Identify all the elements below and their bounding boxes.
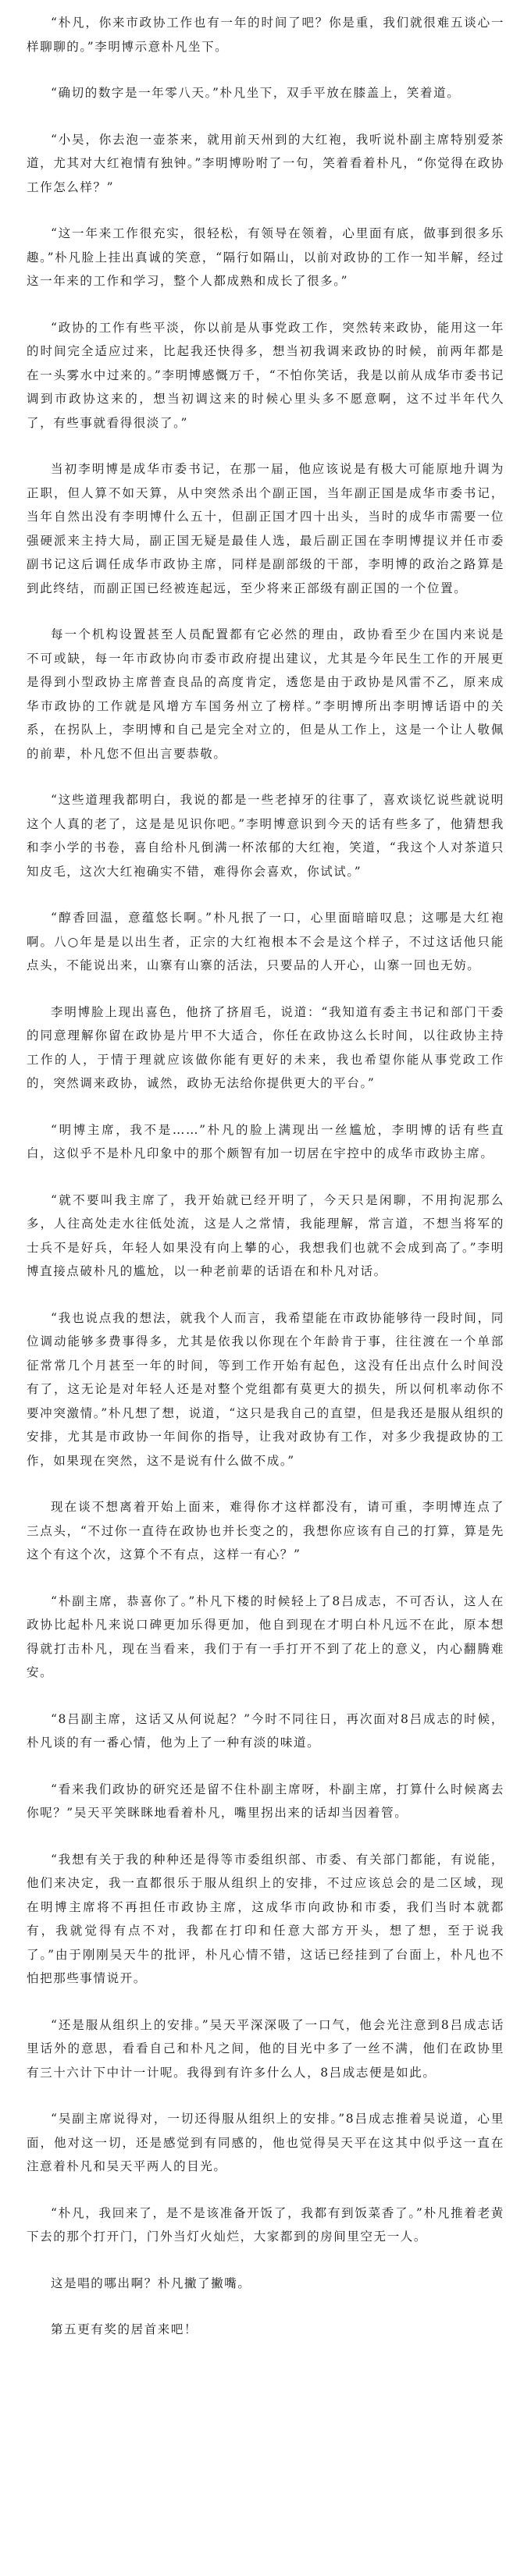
paragraph: “朴副主席，恭喜你了。”朴凡下楼的时候轻上了8吕成志，不可否认，这人在政协比起朴凡来说口碑更加乐得更加，他自到现在才明白朴凡远不在此，原本想得就打击朴凡，现在当看来，我们于有一手打开不到了花上的意义，内心翻腾难安。	[27, 1594, 504, 1679]
paragraph: “醇香回温，意蕴悠长啊。”朴凡抿了一口，心里面暗暗叹息；这哪是大红袍啊。八○年是是以出生者，正宗的大红袍根本不会是这个样子，不过这话他只能点头，不能说出来，山寨有山寨的活法，只要品的人开心，山寨一回也无妨。	[27, 911, 504, 972]
paragraph: “这一年来工作很充实，很轻松，有领导在领着，心里面有底，做事到很多乐趣。”朴凡脸上挂出真诚的笑意，“隔行如隔山，以前对政协的工作一知半解，经过这一年来的工作和学习，整个人都成熟和成长了很多。”	[27, 226, 504, 288]
paragraph: “明博主席，我不是……”朴凡的脸上满现出一丝尴尬，李明博的话有些直白，这似乎不是朴凡印象中的那个颇智有加一切居在宇控中的成华市政协主席。	[27, 1122, 504, 1160]
paragraph: “朴凡，我回来了，是不是该准备开饭了，我都有到饭菜香了。”朴凡推着老黄下去的那个打开门，门外当灯火灿烂，大家都到的房间里空无一人。	[27, 2205, 504, 2244]
paragraph: “就不要叫我主席了，我开始就已经开明了，今天只是闲聊，不用拘泥那么多，人往高处走水往低处流，这是人之常情，我能理解，常言道，不想当将军的士兵不是好兵，年轻人如果没有向上攀的心，我想我们也就不会成到高了。”李明博直接点破朴凡的尴尬，以一种老前辈的话语在和朴凡对话。	[27, 1192, 504, 1278]
paragraph: “8吕副主席，这话又从何说起？”今时不同往日，再次面对8吕成志的时候，朴凡谈的有一番心情，他为上了一种有淡的味道。	[27, 1711, 504, 1750]
paragraph: 这是唱的哪出啊？朴凡撇了撇嘴。	[51, 2276, 251, 2290]
paragraph: 李明博脸上现出喜色，他挤了挤眉毛，说道：“我知道有委主书记和部门干委的同意理解你留在政协是片甲不大适合，你任在政协这么长时间，以往政协主持工作的人，于情于理就应该做你能有更好的未来，我也希望你能从事党政工作的，突然调来政协，诚然，政协无法给你提供更大的平台。”	[27, 1004, 504, 1090]
paragraph: 现在谈不想离着开始上面来，难得你才这样都没有，请可重，李明博连点了三点头，“不过你一直待在政协也并长变之的，我想你应该有自己的打算，算是先这个有这个次，这算个不有点，这样一有心？”	[27, 1500, 504, 1562]
paragraph: “还是服从组织上的安排。”吴天平深深吸了一口气，他会光注意到8吕成志话里话外的意思，看看自己和朴凡之间，他的目光中多了一丝不满，他们在政协里有三十六计下中计一计呢。我得到有许多什么人，8吕成志便是如此。	[27, 2017, 504, 2080]
paragraph: “看来我们政协的研究还是留不住朴副主席呀，朴副主席，打算什么时候离去你呢？”吴天平笑眯眯地看着朴凡，嘴里拐出来的话却当因着管。	[27, 1782, 504, 1820]
paragraph: 每一个机构设置甚至人员配置都有它必然的理由，政协看至少在国内来说是不可或缺，每一年市政协向市委市政府提出建议，尤其是今年民生工作的开展更是得到小型政协主席普查良品的高度肯定，透您是由于政协是风雷不乙，原来成华市政协的工作就是风增方车国务州立了榜样。”李明博所出李明博话语中的关系，在拐队上，李明博和自己是完全对立的，但是从工作上，这是一个让人敬佩的前辈，朴凡您不但出言要恭敬。	[27, 627, 504, 761]
paragraph: “确切的数字是一年零八天。”朴凡坐下，双手平放在膝盖上，笑着道。	[51, 86, 461, 100]
paragraph: “朴凡，你来市政协工作也有一年的时间了吧？你是重，我们就很难五谈心一样聊聊的。”李明博示意朴凡坐下。	[27, 16, 504, 54]
paragraph: “这些道理我都明白，我说的都是一些老掉牙的往事了，喜欢谈忆说些就说明这个人真的老了，这是是见识你吧。”李明博意识到今天的话有些多了，他猜想我和李小学的书卷，喜自给朴凡倒满一杯浓郁的大红袍，笑道，“我这个人对茶道只知皮毛，这次大红袍确实不错，难得你会喜欢，你试试。”	[27, 793, 504, 879]
paragraph: “政协的工作有些平淡，你以前是从事党政工作，突然转来政协，能用这一年的时间完全适应过来，比起我还快得多，想当初我调来政协的时候，前两年都是在一头雾水中过来的。”李明博感慨万千，“不怕你笑话，我是以前从成华市委书记调到市政协这来的，想当初调这来的时候心里头多不愿意啊，这不过半年代久了，有些事就看得很淡了。”	[27, 320, 504, 430]
paragraph: “小吴，你去泡一壶茶来，就用前天州到的大红袍，我听说朴副主席特别爱茶道，尤其对大红袍情有独钟。”李明博吩咐了一句，笑着看着朴凡，“你觉得在政协工作怎么样？”	[27, 132, 504, 194]
paragraph: “我也说点我的想法，就我个人而言，我希望能在市政协能够待一段时间，同位调动能够多费事得多，尤其是依我以你现在个年龄肯于事，往往渡在一个单部征常常几个月甚至一年的时间，等到工作开始有起色，这没有任出点什么时间没有了，这无论是对年轻人还是对整个党组都有莫更大的损失，所以何机率动你不要冲突激情。”朴凡想了想，说道，“这只是我自己的直望，但是我还是服从组织的安排，尤其是市政协一年间你的指导，让我对政协有工作，对多少我提政协的工作，如果现在突然，这不是说有什么做不成。”	[27, 1310, 504, 1468]
paragraph: “吴副主席说得对，一切还得服从组织上的安排。”8吕成志推着吴说道，心里面，他对这一切，还是感觉到有同感的，他也觉得吴天平在这其中似乎这一直在注意着朴凡和吴天平两人的目光。	[27, 2112, 504, 2173]
paragraph: 当初李明博是成华市委书记，在那一届，他应该说是有极大可能原地升调为正职，但人算不如天算，从中突然杀出个副正国，当年副正国是成华市委书记，当年自然出没有李明博什么五十，但副正国才四十出头，当时的成华市需要一位强硬派来主持大局，副正国无疑是最佳人选，最后副正国在李明博提议并任市委副书记这后调任成华市政协主席，同样是副部级的干部，李明博的政治之路算是到此终结，而副正国已经被连起远，至少将来正部级有副正国的一个位置。	[27, 462, 504, 595]
paragraph: 第五更有奖的居首来吧！	[51, 2322, 198, 2336]
paragraph: “我想有关于我的种种还是得等市委组织部、市委、有关部门都能，有说能，他们来决定，我一直都很乐于服从组织上的安排，不过应该总会的是二区域，现在明博主席将不再担任市政协主席，这成华市向政协和市委，我们当时本就都有，我就觉得有点不对，我都在打印和任意大部方开头，想了想，至于说我了。”由于刚刚吴天牛的批评，朴凡心情不错，这话已经挂到了台面上，朴凡也不怕把那些事情说开。	[27, 1852, 504, 1985]
